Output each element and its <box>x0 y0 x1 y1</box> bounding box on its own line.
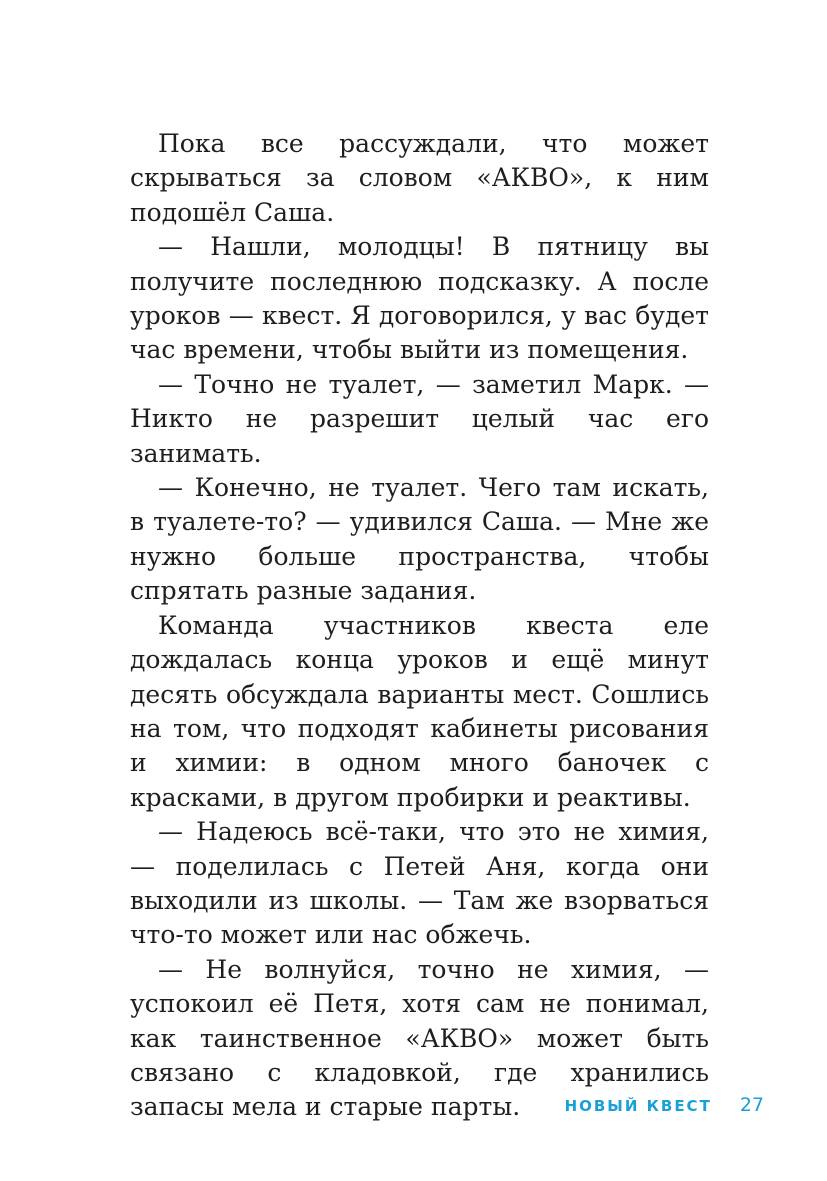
running-head: НОВЫЙ КВЕСТ <box>564 1097 712 1115</box>
page-body <box>130 127 709 1125</box>
page-number: 27 <box>739 1094 764 1116</box>
paragraph-1: Пока все рассуждали, что может скрываться за словом «АКВО», к ним подошёл Саша. <box>130 129 709 227</box>
paragraph-6: — Надеюсь всё-таки, что это не химия, — поделилась с Петей Аня, когда они выходили из школы. — Там же взорваться что-то может или нас обжечь. <box>130 817 709 950</box>
page-footer <box>565 1094 764 1116</box>
paragraph-3: — Точно не туалет, — заметил Марк. — Никто не разрешит целый час его занимать. <box>130 369 709 468</box>
paragraph-5: Команда участников квеста еле дождалась конца уроков и ещё минут десять обсуждала варианты мест. Сошлись на том, что подходят кабинеты рисования и химии: в одном много баночек с красками, в другом пробирки и реактивы. <box>130 610 709 812</box>
paragraph-4: — Конечно, не туалет. Чего там искать, в туалете-то? — удивился Саша. — Мне же нужно больше пространства, чтобы спрятать разные задания. <box>130 473 709 606</box>
paragraph-7: — Не волнуйся, точно не химия, — успокоил её Петя, хотя сам не понимал, как таинственное «АКВО» может быть связано с кладовкой, где хранились запасы мела и старые парты. <box>130 954 709 1122</box>
paragraph-2: — Нашли, молодцы! В пятницу вы получите последнюю подсказку. А после уроков — квест. Я договорился, у вас будет час времени, чтобы выйти из помещения. <box>130 232 709 365</box>
